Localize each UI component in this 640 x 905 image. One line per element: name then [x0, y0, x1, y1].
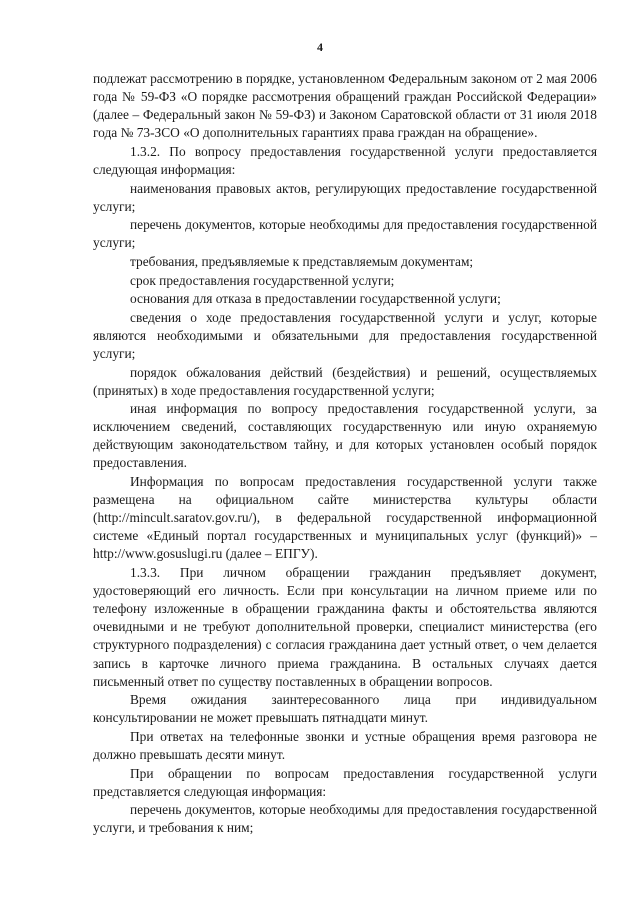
paragraph: Информация по вопросам предоставления государственной услуги также размещена на официальном сайте министерства культуры области (http://mincult.saratov.gov.ru/), в федеральной государственной информационной системе «Единый портал государственных и муниципальных услуг (функций)» – http://www.gosuslugi.ru (далее – ЕПГУ). — [93, 474, 597, 562]
paragraph: При ответах на телефонные звонки и устные обращения время разговора не должно превышать десяти минут. — [93, 728, 597, 762]
paragraph: требования, предъявляемые к представляемым документам; — [130, 253, 474, 269]
paragraph: Время ожидания заинтересованного лица при индивидуальном консультировании не может превышать пятнадцати минут. — [93, 692, 597, 726]
paragraph: сведения о ходе предоставления государственной услуги и услуг, которые являются необходимыми и обязательными для предоставления государственной услуги; — [93, 309, 597, 361]
document-body — [93, 70, 597, 838]
paragraph: При обращении по вопросам предоставления государственной услуги представляется следующая информация: — [93, 765, 597, 799]
paragraph: порядок обжалования действий (бездействия) и решений, осуществляемых (принятых) в ходе предоставления государственной услуги; — [93, 364, 597, 398]
paragraph: иная информация по вопросу предоставления государственной услуги, за исключением сведений, составляющих государственную или иную охраняемую действующим законодательством тайну, и для которых установлен особый порядок предоставления. — [93, 401, 597, 471]
paragraph: срок предоставления государственной услуги; — [130, 272, 395, 288]
paragraph: 1.3.3. При личном обращении гражданин предъявляет документ, удостоверяющий его личность. Если при консультации на личном приеме или по телефону изложенные в обращении гражданина факты и обстоятельства являются очевидными и не требуют дополнительной проверки, специалист министерства (его структурного подразделения) с согласия гражданина дает устный ответ, о чем делается запись в карточке личного приема гражданина. В остальных случаях дается письменный ответ по существу поставленных в обращении вопросов. — [93, 565, 597, 689]
paragraph: основания для отказа в предоставлении государственной услуги; — [130, 291, 501, 307]
paragraph: перечень документов, которые необходимы для предоставления государственной услуги, и требования к ним; — [93, 802, 597, 836]
page-number: 4 — [317, 40, 323, 54]
paragraph: 1.3.2. По вопросу предоставления государственной услуги предоставляется следующая информация: — [93, 143, 597, 177]
paragraph: перечень документов, которые необходимы для предоставления государственной услуги; — [93, 217, 597, 251]
paragraph: наименования правовых актов, регулирующих предоставление государственной услуги; — [93, 180, 597, 214]
paragraph: подлежат рассмотрению в порядке, установленном Федеральным законом от 2 мая 2006 года № 59-ФЗ «О порядке рассмотрения обращений граждан Российской Федерации» (далее – Федеральный закон № 59-ФЗ) и Законом Саратовской области от 31 июля 2018 года № 73-ЗСО «О дополнительных гарантиях права граждан на обращение». — [93, 71, 597, 141]
